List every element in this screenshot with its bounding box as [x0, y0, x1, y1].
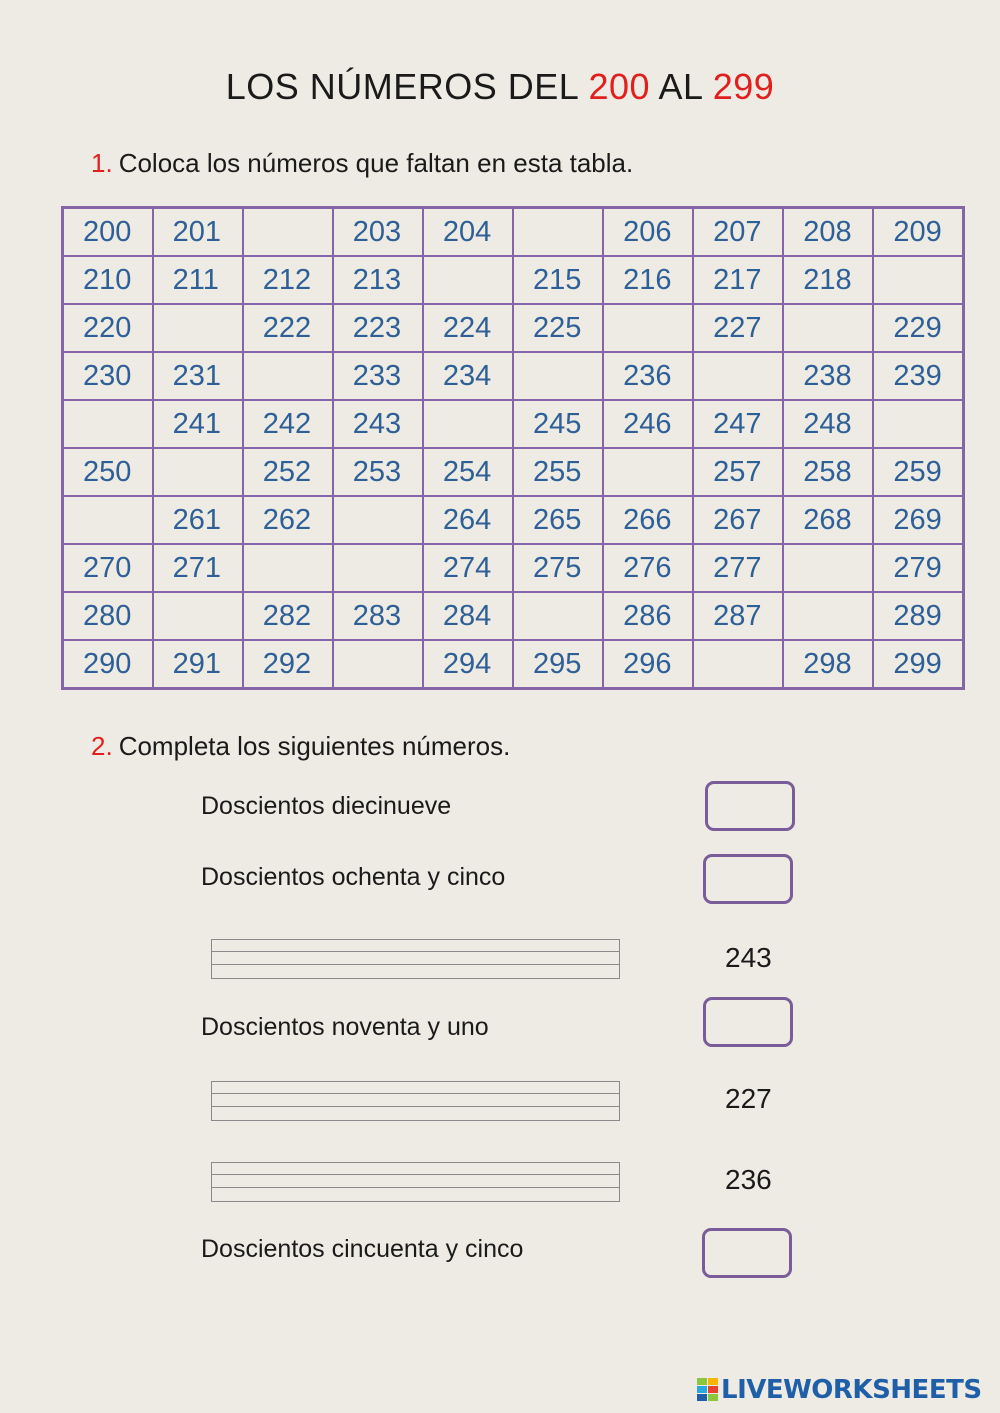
exercise-2-answer-input[interactable] [706, 857, 794, 903]
grid-cell: 243 [333, 400, 423, 448]
exercise-7-answer-box[interactable] [702, 1228, 792, 1278]
grid-cell: 225 [513, 304, 603, 352]
grid-blank-cell[interactable] [783, 544, 873, 592]
grid-cell: 231 [153, 352, 243, 400]
grid-cell: 200 [63, 208, 153, 257]
instruction-1 [91, 148, 633, 179]
grid-row [63, 448, 964, 496]
grid-row [63, 640, 964, 689]
title-end-number: 299 [712, 66, 775, 107]
grid-cell: 294 [423, 640, 513, 689]
grid-cell: 295 [513, 640, 603, 689]
grid-blank-cell[interactable] [243, 352, 333, 400]
exercise-6-number: 236 [725, 1164, 772, 1195]
grid-cell: 236 [603, 352, 693, 400]
title-start-number: 200 [588, 66, 651, 107]
grid-blank-cell[interactable] [873, 400, 963, 448]
grid-cell: 284 [423, 592, 513, 640]
exercise-5-words-input[interactable] [212, 1082, 619, 1120]
grid-cell: 250 [63, 448, 153, 496]
grid-cell: 270 [63, 544, 153, 592]
grid-cell: 203 [333, 208, 423, 257]
grid-blank-input[interactable] [83, 503, 143, 537]
grid-blank-cell[interactable] [603, 448, 693, 496]
grid-cell: 207 [693, 208, 783, 257]
grid-cell: 290 [63, 640, 153, 689]
instruction-1-text: Coloca los números que faltan en esta tabla. [118, 148, 634, 178]
grid-cell: 217 [693, 256, 783, 304]
grid-cell: 265 [513, 496, 603, 544]
liveworksheets-logo [697, 1375, 982, 1405]
title-mid: AL [650, 66, 713, 107]
grid-blank-input[interactable] [443, 407, 503, 441]
grid-cell: 283 [333, 592, 423, 640]
grid-blank-cell[interactable] [63, 400, 153, 448]
grid-cell: 238 [783, 352, 873, 400]
instruction-2-text: Completa los siguientes números. [118, 731, 511, 761]
grid-blank-input[interactable] [263, 551, 323, 585]
grid-cell: 262 [243, 496, 333, 544]
page-title [0, 66, 1000, 108]
grid-cell: 241 [153, 400, 243, 448]
grid-row [63, 304, 964, 352]
instruction-1-number: 1. [91, 148, 113, 178]
grid-cell: 264 [423, 496, 513, 544]
grid-blank-input[interactable] [623, 311, 683, 345]
grid-blank-cell[interactable] [243, 544, 333, 592]
grid-cell: 274 [423, 544, 513, 592]
grid-cell: 296 [603, 640, 693, 689]
grid-cell: 246 [603, 400, 693, 448]
grid-row [63, 544, 964, 592]
grid-blank-input[interactable] [803, 551, 863, 585]
liveworksheets-wordmark: LIVEWORKSHEETS [721, 1375, 982, 1405]
exercise-7-words: Doscientos cincuenta y cinco [201, 1235, 524, 1263]
grid-cell: 268 [783, 496, 873, 544]
grid-cell: 266 [603, 496, 693, 544]
grid-cell: 209 [873, 208, 963, 257]
grid-cell: 276 [603, 544, 693, 592]
exercise-6-words-input[interactable] [212, 1163, 619, 1201]
grid-blank-cell[interactable] [153, 592, 243, 640]
grid-cell: 223 [333, 304, 423, 352]
grid-blank-input[interactable] [533, 215, 593, 249]
grid-row [63, 256, 964, 304]
grid-cell: 220 [63, 304, 153, 352]
grid-blank-cell[interactable] [153, 304, 243, 352]
grid-blank-input[interactable] [263, 359, 323, 393]
grid-row [63, 496, 964, 544]
exercise-1-answer-input[interactable] [708, 784, 796, 830]
grid-cell: 269 [873, 496, 963, 544]
grid-blank-input[interactable] [803, 599, 863, 633]
grid-row [63, 400, 964, 448]
grid-blank-input[interactable] [263, 215, 323, 249]
liveworksheets-mark-icon [697, 1378, 719, 1402]
grid-cell: 218 [783, 256, 873, 304]
grid-cell: 299 [873, 640, 963, 689]
grid-cell: 227 [693, 304, 783, 352]
exercise-3-write-lines[interactable] [211, 939, 620, 979]
grid-cell: 289 [873, 592, 963, 640]
grid-blank-input[interactable] [443, 263, 503, 297]
grid-cell: 254 [423, 448, 513, 496]
grid-cell: 292 [243, 640, 333, 689]
exercise-3-words-input[interactable] [212, 940, 619, 978]
grid-blank-input[interactable] [83, 407, 143, 441]
grid-cell: 261 [153, 496, 243, 544]
grid-cell: 201 [153, 208, 243, 257]
exercise-1-words: Doscientos diecinueve [201, 792, 452, 820]
number-grid [61, 206, 965, 690]
grid-cell: 291 [153, 640, 243, 689]
grid-cell: 230 [63, 352, 153, 400]
grid-cell: 248 [783, 400, 873, 448]
grid-cell: 213 [333, 256, 423, 304]
grid-blank-cell[interactable] [783, 304, 873, 352]
grid-row [63, 352, 964, 400]
grid-blank-input[interactable] [173, 311, 233, 345]
grid-blank-input[interactable] [353, 503, 413, 537]
grid-cell: 279 [873, 544, 963, 592]
exercise-2-words: Doscientos ochenta y cinco [201, 863, 506, 891]
grid-blank-cell[interactable] [153, 448, 243, 496]
grid-cell: 224 [423, 304, 513, 352]
grid-cell: 255 [513, 448, 603, 496]
grid-blank-input[interactable] [893, 407, 953, 441]
exercise-4-answer-input[interactable] [706, 1000, 794, 1046]
grid-cell: 234 [423, 352, 513, 400]
grid-cell: 259 [873, 448, 963, 496]
grid-cell: 239 [873, 352, 963, 400]
grid-cell: 287 [693, 592, 783, 640]
grid-cell: 247 [693, 400, 783, 448]
grid-cell: 222 [243, 304, 333, 352]
grid-cell: 233 [333, 352, 423, 400]
instruction-2 [91, 731, 510, 762]
grid-cell: 257 [693, 448, 783, 496]
grid-blank-input[interactable] [353, 551, 413, 585]
grid-cell: 282 [243, 592, 333, 640]
grid-blank-cell[interactable] [423, 256, 513, 304]
exercise-1-answer-box[interactable] [705, 781, 795, 831]
grid-blank-input[interactable] [533, 599, 593, 633]
grid-cell: 258 [783, 448, 873, 496]
grid-cell: 277 [693, 544, 783, 592]
grid-blank-input[interactable] [803, 311, 863, 345]
grid-cell: 206 [603, 208, 693, 257]
grid-blank-cell[interactable] [693, 640, 783, 689]
grid-cell: 286 [603, 592, 693, 640]
title-prefix: LOS NÚMEROS DEL [225, 66, 589, 107]
exercise-6-write-lines[interactable] [211, 1162, 620, 1202]
grid-blank-cell[interactable] [513, 208, 603, 257]
grid-blank-input[interactable] [623, 455, 683, 489]
grid-cell: 245 [513, 400, 603, 448]
instruction-2-number: 2. [91, 731, 113, 761]
grid-cell: 212 [243, 256, 333, 304]
exercise-5-number: 227 [725, 1083, 772, 1114]
grid-blank-cell[interactable] [513, 352, 603, 400]
grid-cell: 210 [63, 256, 153, 304]
grid-cell: 253 [333, 448, 423, 496]
grid-cell: 271 [153, 544, 243, 592]
grid-cell: 229 [873, 304, 963, 352]
grid-blank-input[interactable] [713, 359, 773, 393]
grid-row [63, 592, 964, 640]
exercise-3-number: 243 [725, 942, 772, 973]
grid-blank-cell[interactable] [333, 640, 423, 689]
exercise-4-words: Doscientos noventa y uno [201, 1013, 489, 1041]
grid-blank-input[interactable] [173, 455, 233, 489]
grid-blank-cell[interactable] [513, 592, 603, 640]
grid-blank-cell[interactable] [423, 400, 513, 448]
grid-cell: 216 [603, 256, 693, 304]
grid-blank-cell[interactable] [63, 496, 153, 544]
grid-blank-input[interactable] [893, 263, 953, 297]
grid-cell: 280 [63, 592, 153, 640]
grid-blank-cell[interactable] [333, 544, 423, 592]
grid-blank-cell[interactable] [693, 352, 783, 400]
grid-cell: 204 [423, 208, 513, 257]
grid-cell: 298 [783, 640, 873, 689]
grid-cell: 215 [513, 256, 603, 304]
grid-blank-cell[interactable] [603, 304, 693, 352]
grid-cell: 275 [513, 544, 603, 592]
grid-cell: 242 [243, 400, 333, 448]
grid-blank-input[interactable] [173, 599, 233, 633]
grid-blank-cell[interactable] [333, 496, 423, 544]
exercise-2-answer-box[interactable] [703, 854, 793, 904]
grid-blank-cell[interactable] [783, 592, 873, 640]
grid-cell: 208 [783, 208, 873, 257]
grid-blank-input[interactable] [353, 647, 413, 681]
grid-blank-input[interactable] [533, 359, 593, 393]
grid-cell: 267 [693, 496, 783, 544]
exercise-4-answer-box[interactable] [703, 997, 793, 1047]
grid-blank-input[interactable] [713, 647, 773, 681]
grid-blank-cell[interactable] [243, 208, 333, 257]
grid-blank-cell[interactable] [873, 256, 963, 304]
grid-row [63, 208, 964, 257]
exercise-7-answer-input[interactable] [705, 1231, 793, 1277]
grid-cell: 252 [243, 448, 333, 496]
exercise-5-write-lines[interactable] [211, 1081, 620, 1121]
grid-cell: 211 [153, 256, 243, 304]
